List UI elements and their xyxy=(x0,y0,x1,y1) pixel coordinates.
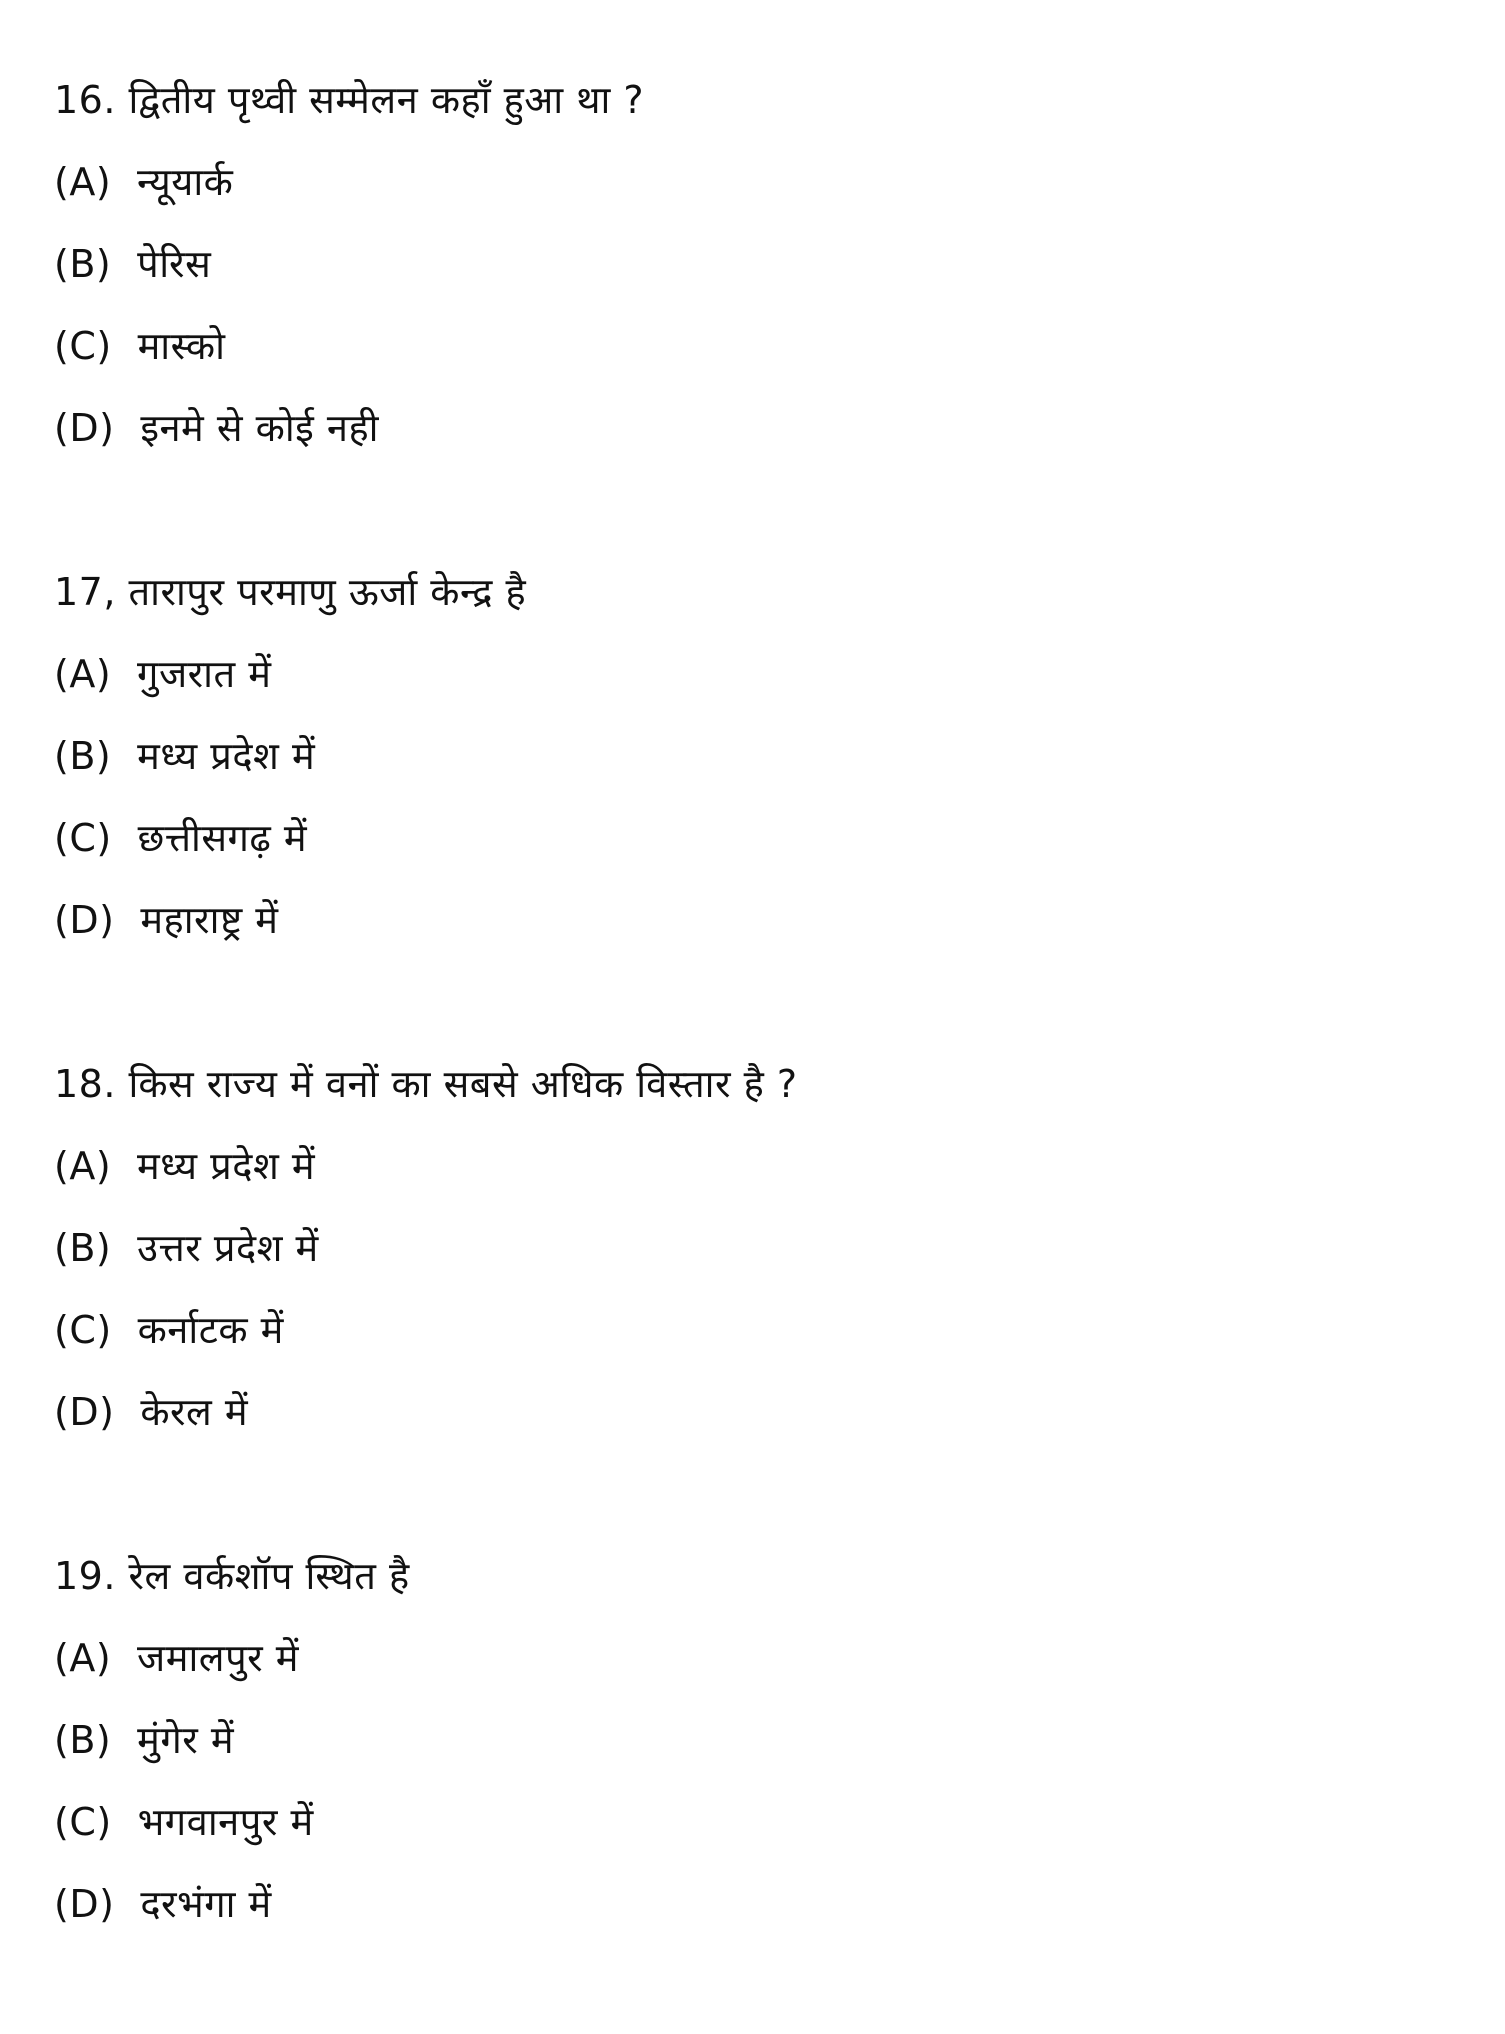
option-label: (D) xyxy=(54,406,115,450)
option-label: (A) xyxy=(54,1636,112,1680)
option-16-c xyxy=(54,320,225,372)
question-text: 18. किस राज्य में वनों का सबसे अधिक विस्तार है ? xyxy=(54,1062,798,1106)
option-19-d xyxy=(54,1878,272,1930)
option-17-d xyxy=(54,894,278,946)
option-text: पेरिस xyxy=(137,242,212,286)
option-text: मास्को xyxy=(137,324,226,368)
option-label: (C) xyxy=(54,816,112,860)
question-text: 19. रेल वर्कशॉप स्थित है xyxy=(54,1554,410,1598)
option-label: (B) xyxy=(54,242,112,286)
question-18 xyxy=(54,1058,798,1110)
option-16-b xyxy=(54,238,211,290)
option-label: (B) xyxy=(54,1718,112,1762)
option-text: महाराष्ट्र में xyxy=(140,898,279,942)
option-text: उत्तर प्रदेश में xyxy=(137,1226,319,1270)
option-19-c xyxy=(54,1796,314,1848)
option-text: दरभंगा में xyxy=(140,1882,272,1926)
option-label: (C) xyxy=(54,1308,112,1352)
option-text: छत्तीसगढ़ में xyxy=(137,816,308,860)
option-18-d xyxy=(54,1386,248,1438)
option-text: जमालपुर में xyxy=(137,1636,300,1680)
option-17-a xyxy=(54,648,271,700)
option-text: मध्य प्रदेश में xyxy=(137,1144,316,1188)
question-text: 16. द्वितीय पृथ्वी सम्मेलन कहाँ हुआ था ? xyxy=(54,78,645,122)
option-text: कर्नाटक में xyxy=(137,1308,284,1352)
option-label: (B) xyxy=(54,734,112,778)
option-text: इनमे से कोई नही xyxy=(140,406,380,450)
question-19 xyxy=(54,1550,410,1602)
option-label: (D) xyxy=(54,1882,115,1926)
option-text: न्यूयार्क xyxy=(137,160,234,204)
option-label: (D) xyxy=(54,1390,115,1434)
option-16-a xyxy=(54,156,233,208)
option-text: भगवानपुर में xyxy=(137,1800,314,1844)
option-label: (C) xyxy=(54,324,112,368)
option-18-c xyxy=(54,1304,284,1356)
option-19-a xyxy=(54,1632,299,1684)
question-17 xyxy=(54,566,526,618)
option-16-d xyxy=(54,402,379,454)
option-label: (A) xyxy=(54,1144,112,1188)
question-text: 17, तारापुर परमाणु ऊर्जा केन्द्र है xyxy=(54,570,527,614)
option-17-b xyxy=(54,730,315,782)
question-16 xyxy=(54,74,644,126)
option-label: (C) xyxy=(54,1800,112,1844)
option-label: (B) xyxy=(54,1226,112,1270)
option-text: गुजरात में xyxy=(137,652,272,696)
option-label: (D) xyxy=(54,898,115,942)
option-17-c xyxy=(54,812,307,864)
option-text: मध्य प्रदेश में xyxy=(137,734,316,778)
option-label: (A) xyxy=(54,160,112,204)
option-19-b xyxy=(54,1714,234,1766)
option-label: (A) xyxy=(54,652,112,696)
option-18-a xyxy=(54,1140,315,1192)
option-text: केरल में xyxy=(140,1390,249,1434)
option-18-b xyxy=(54,1222,319,1274)
option-text: मुंगेर में xyxy=(137,1718,235,1762)
